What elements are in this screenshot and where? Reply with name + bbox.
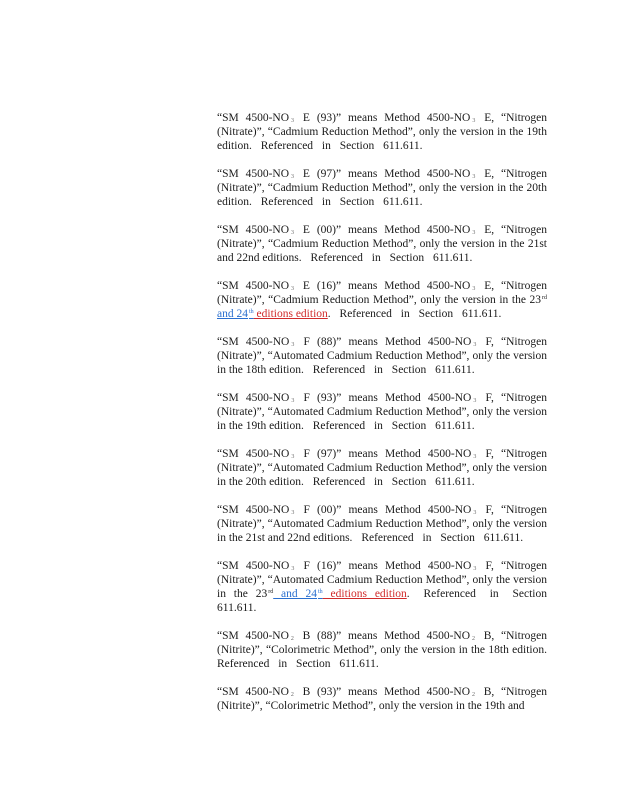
- section-reference: Referenced in Section 611.611.: [251, 196, 423, 208]
- definition-paragraph: [217, 685, 547, 713]
- method-description: F, “Nitrogen (Nitrate)”, “Automated Cadmium Reduction Method”, only the version in the 21st and 22nd editions.: [217, 504, 547, 544]
- subscript: 3: [473, 454, 477, 460]
- method-code-suffix: F (97)” means Method 4500-NO: [296, 448, 472, 460]
- subscript: 3: [291, 174, 295, 180]
- subscript: 3: [472, 286, 476, 292]
- subscript: 3: [472, 174, 476, 180]
- subscript: 3: [291, 342, 295, 348]
- section-reference: Referenced in Section 611.611.: [352, 532, 524, 544]
- subscript: 2: [290, 636, 294, 642]
- method-code-suffix: F (16)” means Method 4500-NO: [296, 560, 472, 572]
- definition-paragraph: [217, 167, 547, 209]
- method-code-suffix: F (93)” means Method 4500-NO: [296, 392, 472, 404]
- method-description: F, “Nitrogen (Nitrate)”, “Automated Cadmium Reduction Method”, only the version in the 20th edition.: [217, 448, 547, 488]
- ordinal-superscript: th: [318, 589, 323, 595]
- sentence-end: .: [406, 588, 410, 600]
- inserted-editions-word: editions: [253, 308, 293, 320]
- subscript: 3: [473, 398, 477, 404]
- method-description: B, “Nitrogen (Nitrite)”, “Colorimetric Method”, only the version in the 18th edition.: [217, 630, 548, 656]
- section-reference: Referenced in Section 611.611.: [217, 588, 547, 614]
- method-code: “SM 4500-NO: [217, 560, 290, 572]
- method-code: “SM 4500-NO: [217, 280, 290, 292]
- deleted-text: edition: [292, 308, 328, 320]
- definition-paragraph: [217, 279, 547, 321]
- subscript: 3: [473, 510, 477, 516]
- subscript: 2: [472, 692, 476, 698]
- method-code-suffix: E (97)” means Method 4500-NO: [296, 168, 471, 180]
- method-description: F, “Nitrogen (Nitrate)”, “Automated Cadmium Reduction Method”, only the version in the 18th edition.: [217, 336, 547, 376]
- subscript: 3: [291, 566, 295, 572]
- subscript: 3: [291, 454, 295, 460]
- method-code-suffix: F (88)” means Method 4500-NO: [296, 336, 472, 348]
- inserted-editions-word: editions: [322, 588, 367, 600]
- subscript: 3: [291, 118, 295, 124]
- method-code-suffix: E (93)” means Method 4500-NO: [296, 112, 471, 124]
- method-code: “SM 4500-NO: [217, 448, 290, 460]
- section-reference: Referenced in Section 611.611.: [251, 140, 423, 152]
- method-code: “SM 4500-NO: [217, 112, 290, 124]
- definition-paragraph: [217, 559, 547, 615]
- method-description: F, “Nitrogen (Nitrate)”, “Automated Cadmium Reduction Method”, only the version in the 19th edition.: [217, 392, 547, 432]
- definition-paragraph: [217, 503, 547, 545]
- section-reference: Referenced in Section 611.611.: [217, 658, 379, 670]
- inserted-edition: and 24: [217, 308, 248, 320]
- method-description: E, “Nitrogen (Nitrate)”, “Cadmium Reduction Method”, only the version in the 23: [217, 280, 547, 306]
- section-reference: Referenced in Section 611.611.: [303, 476, 475, 488]
- method-code-suffix: E (00)” means Method 4500-NO: [296, 224, 471, 236]
- definition-paragraph: [217, 447, 547, 489]
- ordinal-superscript: rd: [268, 589, 274, 595]
- ordinal-superscript: th: [248, 309, 254, 315]
- method-description: E, “Nitrogen (Nitrate)”, “Cadmium Reduction Method”, only the version in the 20th edition.: [217, 168, 547, 208]
- inserted-text: [273, 588, 322, 600]
- subscript: 3: [291, 286, 295, 292]
- method-description: F, “Nitrogen (Nitrate)”, “Automated Cadmium Reduction Method”, only the version in the 23: [217, 560, 547, 600]
- method-code-suffix: E (16)” means Method 4500-NO: [296, 280, 471, 292]
- ordinal-superscript: rd: [542, 295, 547, 301]
- method-code: “SM 4500-NO: [217, 504, 290, 516]
- subscript: 2: [472, 636, 476, 642]
- definition-paragraph: [217, 629, 547, 671]
- subscript: 3: [291, 398, 295, 404]
- subscript: 3: [291, 510, 295, 516]
- definition-paragraph: [217, 111, 547, 153]
- subscript: 3: [473, 566, 477, 572]
- subscript: 3: [472, 118, 476, 124]
- definition-paragraph: [217, 223, 547, 265]
- inserted-edition: and 24: [273, 588, 318, 600]
- inserted-text: [217, 308, 254, 320]
- method-code: “SM 4500-NO: [217, 224, 290, 236]
- definition-paragraph: [217, 391, 547, 433]
- method-description: B, “Nitrogen (Nitrite)”, “Colorimetric Method”, only the version in the 19th and: [217, 686, 548, 712]
- method-code: “SM 4500-NO: [217, 392, 290, 404]
- method-code-suffix: B (88)” means Method 4500-NO: [295, 630, 471, 642]
- sentence-end: .: [327, 308, 331, 320]
- section-reference: Referenced in Section 611.611.: [303, 364, 475, 376]
- deleted-text: edition: [366, 588, 407, 600]
- method-code-suffix: B (93)” means Method 4500-NO: [295, 686, 471, 698]
- section-reference: Referenced in Section 611.611.: [301, 252, 473, 264]
- method-code: “SM 4500-NO: [217, 630, 289, 642]
- definitions-list: [217, 111, 547, 727]
- method-code: “SM 4500-NO: [217, 336, 290, 348]
- method-description: E, “Nitrogen (Nitrate)”, “Cadmium Reduction Method”, only the version in the 19th edition.: [217, 112, 547, 152]
- section-reference: Referenced in Section 611.611.: [330, 308, 502, 320]
- subscript: 3: [472, 230, 476, 236]
- method-description: E, “Nitrogen (Nitrate)”, “Cadmium Reduction Method”, only the version in the 21st and 22nd editions.: [217, 224, 547, 264]
- method-code: “SM 4500-NO: [217, 686, 289, 698]
- section-reference: Referenced in Section 611.611.: [303, 420, 475, 432]
- subscript: 3: [473, 342, 477, 348]
- method-code-suffix: F (00)” means Method 4500-NO: [296, 504, 472, 516]
- subscript: 3: [291, 230, 295, 236]
- definition-paragraph: [217, 335, 547, 377]
- subscript: 2: [290, 692, 294, 698]
- method-code: “SM 4500-NO: [217, 168, 290, 180]
